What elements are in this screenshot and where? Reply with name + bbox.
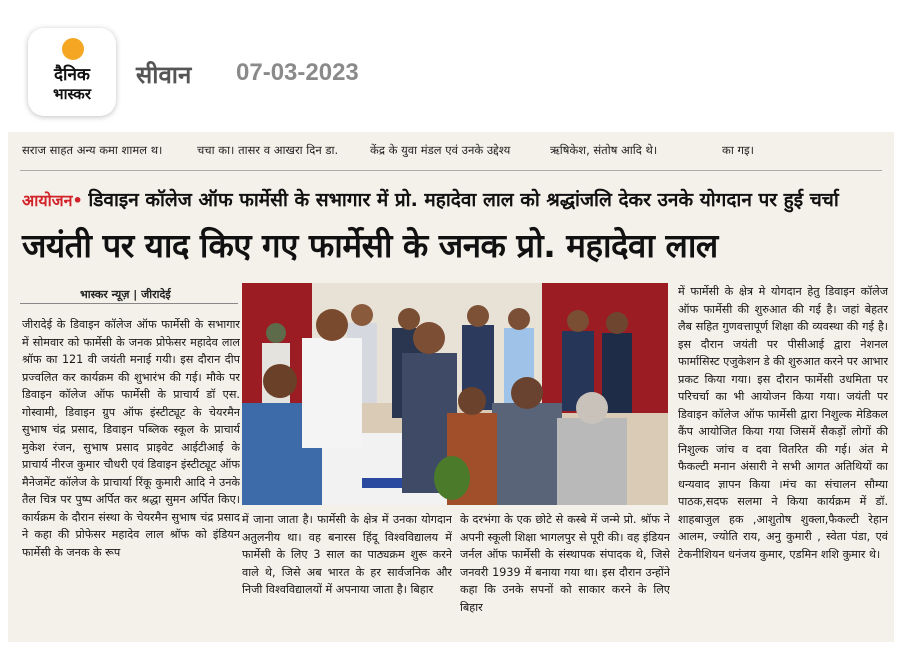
article-column-3 [460,511,670,616]
event-photo-image [242,283,668,505]
article-headline: जयंती पर याद किए गए फार्मेसी के जनक प्रो. महादेवा लाल [22,226,718,265]
dainik-bhaskar-logo[interactable] [28,28,116,116]
article-body-text: में जाना जाता है। फार्मेसी के क्षेत्र में उनका योगदान अतुलनीय था। वह बनारस हिंदू विश्वविद्यालय में फार्मेसी के लिए 3 साल का पाठ्यक्रम शुरू करने वाले थे, जिसे अब भारत के हर सार्वजनिक और निजी विश्वविद्यालयों में अपनाया जाता है। बिहार [242,513,452,596]
bullet-icon: • [72,191,83,210]
logo-text-line2: भास्कर [53,85,91,103]
previous-article-strip [20,143,882,165]
kicker-tag: आयोजन [22,191,73,210]
edition-city: सीवान [136,61,192,89]
article-column-2 [242,511,452,616]
article-body-text: जीरादेई के डिवाइन कॉलेज ऑफ फार्मेसी के सभागार में सोमवार को फार्मेसी के जनक प्रोफेसर महादेव लाल श्रॉफ का 121 वी जयंती मनाई गयी। इस दौरान दीप प्रज्वलित कर कार्यक्रम की शुभारंभ की गई। मौके पर डिवाइन कॉलेज ऑफ फार्मेसी के प्राचार्य डॉ एस. गोस्वामी, डिवाइन ग्रुप ऑफ इंस्टीट्यूट के चेयरमैन सुभाष चंद्र प्रसाद, डिवाइन पब्लिक स्कूल के प्राचार्य मुकेश रंजन, सुभाष प्रसाद प्राइवेट आईटीआई के प्राचार्य नीरज कुमार चौधरी एवं डिवाइन इंस्टीट्यूट ऑफ मैनेजमेंट कॉलेज के प्राचार्या रिंकू कुमारी आदि ने उनके तैल चित्र पर पुष्प अर्पित कर श्रद्धा सुमन अर्पित किए। कार्यक्रम के दौरान संस्था के चेयरमैन सुभाष चंद्र प्रसाद ने कहा की प्रोफेसर महादेव लाल श्रॉफ को इंडियन फार्मेसी के जनक के रूप [22,318,240,559]
article-byline: भास्कर न्यूज़ | जीरादेई [80,288,171,301]
event-photo[interactable] [242,283,668,505]
article-kicker [22,186,839,212]
article-column-4 [678,283,888,621]
strip-text: का गइ। [722,143,754,157]
article-body-text: के दरभंगा के एक छोटे से कस्बे में जन्मे प्रो. श्रॉफ ने अपनी स्कूली शिक्षा भागलपुर से पूरी की। वह इंडियन जर्नल ऑफ फार्मेसी के संस्थापक संपादक थे, जिसे जनवरी 1939 में बनाया गया था। इस दौरान उन्होंने कहा कि उनके सपनों को साकार करने के लिए बिहार [460,513,670,614]
divider [20,303,238,304]
strip-text: चचा का। तासर व आखरा दिन डा. [197,143,339,157]
divider [20,170,882,171]
strip-text: ऋषिकेश, संतोष आदि थे। [550,143,658,157]
article-body-text: में फार्मेसी के क्षेत्र मे योगदान हेतु डिवाइन कॉलेज ऑफ फार्मेसी की शुरुआत की गई है। जहां बेहतर लैब सहित गुणवत्तापूर्ण शिक्षा की व्यवस्था की गई है। इस दौरान जयंती पर पीसीआई द्वारा नेशनल फार्मासिस्ट एजुकेशन डे की शुरुआत करने पर आभार प्रकट किया गया। इस दौरान फार्मेसी उधमिता पर परिचर्चा का भी आयोजन किया गया। जयंती पर डिवाइन कॉलेज ऑफ फार्मेसी द्वारा निशुल्क मेडिकल कैंप आयोजित किया गया जिसमें सैकड़ों लोगों की निशुल्क जांच व दवा वितरित की गई। अंत मे फैकल्टी मनान अंसारी ने सभी आगत अतिथियों का धन्यवाद ज्ञापन किया ।मंच का संचालन सौम्या पाठक,सदफ सलमा ने किया कार्यक्रम में डॉ. शाहबाजुल हक ,आशुतोष शुक्ला,फैकल्टी रेहान आलम, ज्योति राय, अनु कुमारी , स्वेता पंडा, एवं टेकनीशियन धनंजय कुमार, एडमिन शशि कुमार थे। [678,285,888,561]
sun-icon [62,38,84,60]
app-header [0,0,902,125]
logo-text-line1: दैनिक [54,65,90,85]
article-column-1 [22,316,240,616]
edition-date: 07-03-2023 [236,59,359,86]
strip-text: केंद्र के युवा मंडल एवं उनके उद्देश्य [370,143,511,157]
kicker-text: डिवाइन कॉलेज ऑफ फार्मेसी के सभागार में प्रो. महादेवा लाल को श्रद्धांजलि देकर उनके योगदान पर हुई चर्चा [88,189,839,211]
strip-text: सराज साहत अन्य कमा शामल थ। [22,143,163,157]
